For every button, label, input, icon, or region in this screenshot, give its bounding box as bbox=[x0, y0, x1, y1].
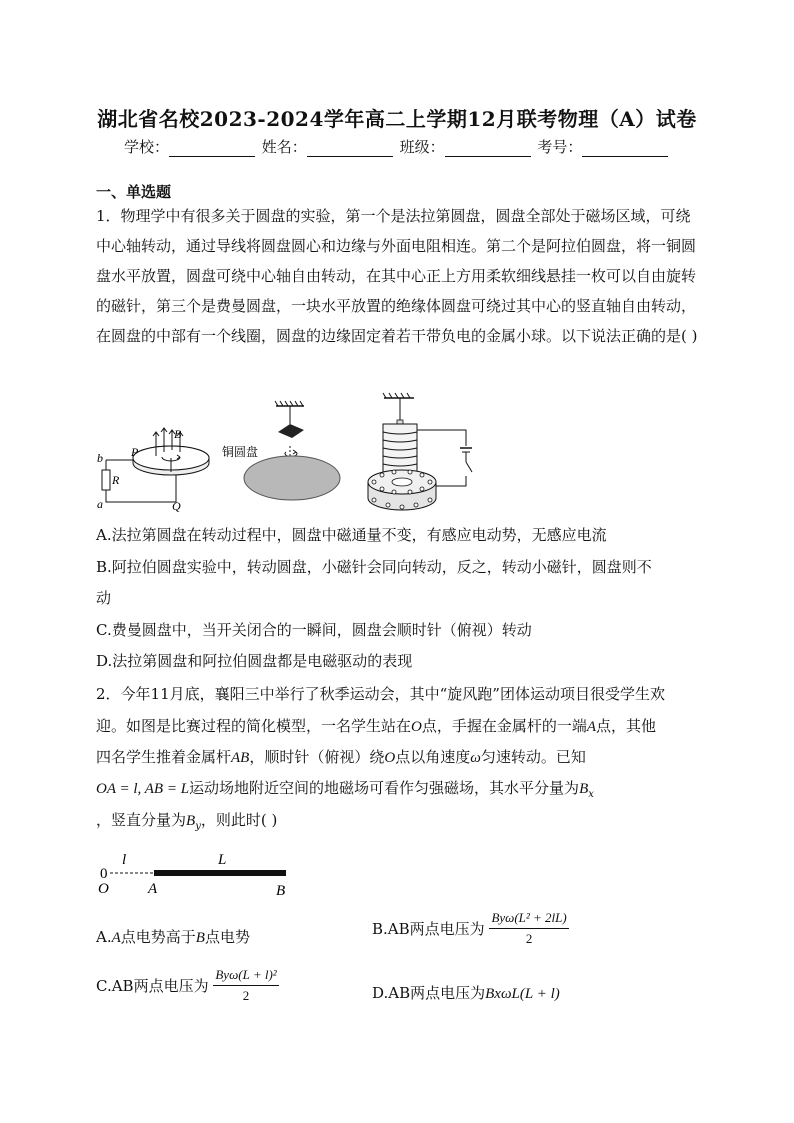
q2-text: 点以角速度 bbox=[395, 748, 471, 766]
school-blank[interactable] bbox=[169, 142, 255, 157]
opt-text: C.AB两点电压为 bbox=[96, 977, 209, 995]
q2-line-4 bbox=[96, 777, 594, 800]
opt-text: 点电势高于 bbox=[120, 928, 196, 946]
id-label: 考号： bbox=[537, 138, 583, 156]
q2-text: 运动场地附近空间的地磁场可看作匀强磁场，其水平分量为 bbox=[189, 779, 580, 797]
opt-text: D.AB两点电压为 bbox=[372, 984, 486, 1002]
opt-text: 点电势 bbox=[204, 928, 250, 946]
formula: BxωL(L + l) bbox=[485, 986, 560, 1002]
q2-text: 点，手握在金属杆的一端 bbox=[421, 717, 587, 735]
q2-figure bbox=[96, 846, 306, 896]
q2-option-b[interactable] bbox=[372, 910, 569, 947]
name-label: 姓名： bbox=[261, 138, 307, 156]
fig-zero: 0 bbox=[100, 866, 108, 882]
class-blank[interactable] bbox=[445, 142, 531, 157]
q2-text: ，竖直分量为 bbox=[96, 811, 187, 829]
var-By: B bbox=[186, 813, 196, 829]
q1-option-d[interactable]: D.法拉第圆盘和阿拉伯圆盘都是电磁驱动的表现 bbox=[96, 652, 413, 670]
school-label: 学校： bbox=[124, 138, 170, 156]
label-P: P bbox=[131, 445, 139, 459]
opt-text: A. bbox=[96, 928, 112, 946]
arago-disc-diagram bbox=[222, 401, 340, 502]
var-AB: AB bbox=[231, 750, 250, 766]
q2-text: 匀速转动。已知 bbox=[480, 748, 586, 766]
student-info-line bbox=[124, 136, 670, 157]
var-Bx: B bbox=[579, 781, 589, 797]
opt-text: B.AB两点电压为 bbox=[372, 920, 485, 938]
feynman-disc-diagram bbox=[368, 393, 472, 510]
exam-title: 湖北省名校2023-2024学年高二上学期12月联考物理（A）试卷 bbox=[97, 107, 697, 131]
q1-option-c[interactable]: C.费曼圆盘中，当开关闭合的一瞬间，圆盘会顺时针（俯视）转动 bbox=[96, 621, 532, 639]
var-By-sub: y bbox=[195, 821, 201, 832]
fraction-numerator: Byω(L + l)² bbox=[213, 967, 278, 986]
given-formula: OA = l, AB = L bbox=[96, 781, 190, 797]
q2-text: 迎。如图是比赛过程的简化模型，一名学生站在 bbox=[96, 717, 412, 735]
q2-line-5 bbox=[96, 809, 277, 832]
fraction bbox=[489, 910, 568, 947]
q1-figure bbox=[96, 390, 516, 515]
label-B: B bbox=[174, 427, 182, 441]
var-B: B bbox=[195, 930, 205, 946]
label-R: R bbox=[112, 473, 120, 487]
var-Bx-sub: x bbox=[588, 789, 594, 800]
fraction-denominator: 2 bbox=[242, 988, 250, 1003]
var-omega: ω bbox=[470, 750, 481, 766]
faraday-disc-diagram bbox=[97, 427, 209, 513]
q2-text: 点，其他 bbox=[596, 717, 657, 735]
q2-line-2 bbox=[96, 715, 656, 736]
fig-label-L: L bbox=[218, 852, 227, 868]
q2-option-c[interactable] bbox=[96, 967, 279, 1004]
var-O: O bbox=[384, 750, 396, 766]
metal-rod-ab bbox=[154, 870, 286, 876]
fraction-numerator: Byω(L² + 2lL) bbox=[489, 910, 568, 929]
id-blank[interactable] bbox=[582, 142, 668, 157]
fraction-denominator: 2 bbox=[525, 931, 533, 946]
name-blank[interactable] bbox=[307, 142, 393, 157]
fig-label-l: l bbox=[122, 852, 127, 868]
q2-line-3 bbox=[96, 746, 586, 767]
fig-label-A: A bbox=[148, 881, 158, 896]
label-a: a bbox=[97, 497, 103, 511]
label-copper-disc: 铜圆盘 bbox=[222, 445, 259, 459]
q2-option-d[interactable] bbox=[372, 982, 560, 1003]
q1-option-b-cont: 动 bbox=[96, 589, 112, 607]
var-O: O bbox=[411, 719, 422, 735]
fig-label-O: O bbox=[98, 881, 109, 896]
q2-line-1: 2．今年11月底，襄阳三中举行了秋季运动会，其中“旋风跑”团体运动项目很受学生欢 bbox=[96, 685, 665, 703]
var-A: A bbox=[111, 930, 121, 946]
q2-text: 四名学生推着金属杆 bbox=[96, 748, 232, 766]
q1-option-b[interactable]: B.阿拉伯圆盘实验中，转动圆盘，小磁针会同向转动，反之，转动小磁针，圆盘则不 bbox=[96, 558, 652, 576]
class-label: 班级： bbox=[399, 138, 445, 156]
section-heading: 一、单选题 bbox=[96, 183, 172, 201]
q2-text: ，则此时( ) bbox=[200, 811, 278, 829]
q2-option-a[interactable] bbox=[96, 926, 250, 947]
q2-text: ，顺时针（俯视）绕 bbox=[249, 748, 385, 766]
q1-stem: 1．物理学中有很多关于圆盘的实验，第一个是法拉第圆盘，圆盘全部处于磁场区域，可绕中心轴转动，通过导线将圆盘圆心和边缘与外面电阻相连。第二个是阿拉伯圆盘，将一铜圆盘水平放置，圆盘可绕中心轴自由转动，在其中心正上方用柔软细线悬挂一枚可以自由旋转的磁针，第三个是费曼圆盘，一块水平放置的绝缘体圆盘可绕过其中心的竖直轴自由转动，在圆盘的中部有一个线圈，圆盘的边缘固定着若干带负电的金属小球。以下说法正确的是( ) bbox=[96, 207, 698, 345]
q1-option-a[interactable]: A.法拉第圆盘在转动过程中，圆盘中磁通量不变，有感应电动势，无感应电流 bbox=[96, 526, 607, 544]
label-Q: Q bbox=[172, 499, 181, 513]
fig-label-B: B bbox=[276, 883, 286, 896]
fraction bbox=[213, 967, 278, 1004]
var-A: A bbox=[586, 719, 597, 735]
label-b: b bbox=[97, 451, 103, 465]
